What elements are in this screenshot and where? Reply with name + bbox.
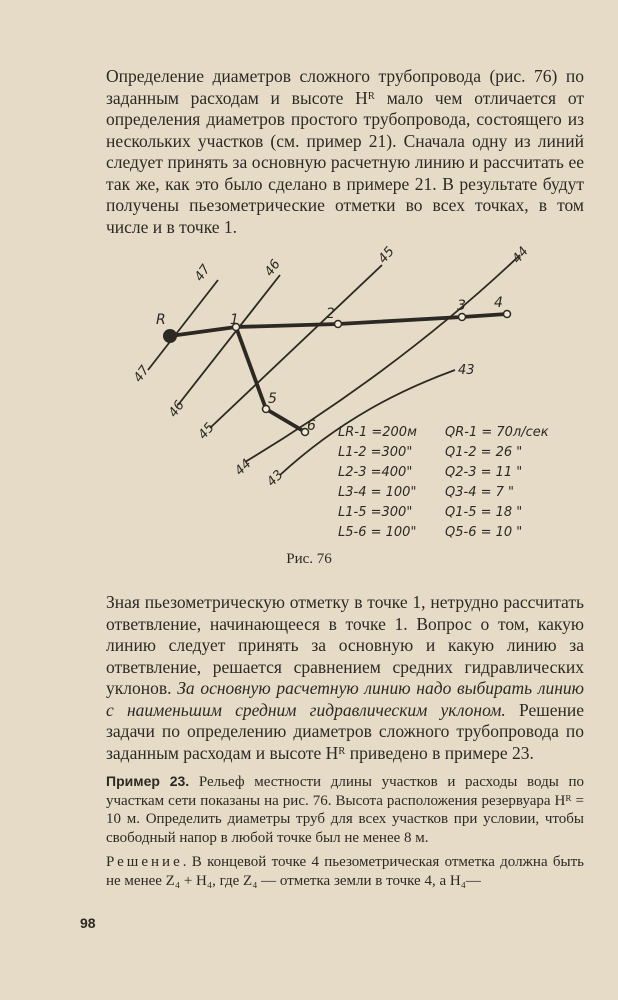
length-r-1: LR-1 =200м xyxy=(338,425,417,440)
length-1-2: L1-2 =300" xyxy=(338,445,413,460)
pipe-3-4 xyxy=(462,314,507,317)
point-label-6: 6 xyxy=(307,418,316,434)
length-1-5: L1-5 =300" xyxy=(338,505,413,520)
point-label-2: 2 xyxy=(326,306,335,322)
contour-label: 45 xyxy=(195,420,218,443)
point-label-5: 5 xyxy=(268,391,277,407)
body-text-end: Решение задачи по определению диаметров сложного трубопровода по заданным расходам и высоте Hᴿ приведено в примере 23. xyxy=(106,699,584,763)
pipe-5-6 xyxy=(266,409,305,432)
flow-r-1: QR-1 = 70л/сек xyxy=(445,425,549,440)
body-text-start: Зная пьезометрическую отметку в точке 1, нетрудно рассчитать ответвление, начинающееся в точке 1. Вопрос о том, какую линию следует принять за основную и какую линию за ответвление, решается сравнением средних гидравлических уклонов. xyxy=(106,592,584,698)
pipeline-diagram xyxy=(100,240,580,540)
flow-1-2: Q1-2 = 26 " xyxy=(445,445,523,460)
solution-text: . В концевой точке 4 пьезометрическая отметка должна быть не менее Z₄ + H₄, где Z₄ — отметка земли в точке 4, а H₄— xyxy=(106,854,584,889)
solution-heading: Решение xyxy=(106,854,183,870)
flow-5-6: Q5-6 = 10 " xyxy=(445,525,523,540)
example-solution xyxy=(106,853,584,890)
length-3-4: L3-4 = 100" xyxy=(338,485,417,500)
intro-text: Определение диаметров сложного трубопровода (рис. 76) по заданным расходам и высоте Hᴿ мало чем отличается от определения диаметров простого трубопровода, состоящего из нескольких участков (см. пример 21). Сначала одну из линий следует принять за основную расчетную линию и рассчитать ее так же, как это было сделано в примере 21. В результате будут получены пьезометрические отметки во всех точках, в том числе и в точке 1. xyxy=(106,66,584,237)
example-text: Рельеф местности длины участков и расходы воды по участкам сети показаны на рис. 76. Высота расположения резервуара Hᴿ = 10 м. Определить диаметры труб для всех участков при условии, чтобы свободный напор в любой точке был не менее 8 м. xyxy=(106,774,584,846)
page-number: 98 xyxy=(80,915,96,931)
contour-label: 46 xyxy=(261,257,284,280)
point-label-r: R xyxy=(156,312,166,328)
point-label-3: 3 xyxy=(457,298,466,314)
node-2 xyxy=(335,321,342,328)
intro-paragraph xyxy=(106,66,584,238)
pipe-1-2 xyxy=(236,324,338,327)
flow-1-5: Q1-5 = 18 " xyxy=(445,505,523,520)
point-label-4: 4 xyxy=(494,295,503,311)
contour-label: 47 xyxy=(191,262,214,285)
contour-label: 44 xyxy=(232,456,255,479)
node-3 xyxy=(459,314,466,321)
contour-label: 43 xyxy=(264,467,287,490)
reservoir-node-r xyxy=(163,329,177,343)
contour-label: 45 xyxy=(375,244,398,267)
contour-45 xyxy=(210,265,382,428)
example-heading: Пример 23. xyxy=(106,773,190,789)
point-label-1: 1 xyxy=(230,312,239,328)
body-paragraph xyxy=(106,592,584,764)
contour-46 xyxy=(178,275,280,405)
contour-label: 43 xyxy=(458,363,475,378)
flow-2-3: Q2-3 = 11 " xyxy=(445,465,523,480)
length-5-6: L5-6 = 100" xyxy=(338,525,417,540)
node-4 xyxy=(504,311,511,318)
pipe-1-5 xyxy=(236,327,266,409)
example-statement xyxy=(106,772,584,847)
figure-76 xyxy=(100,240,580,540)
contour-label: 46 xyxy=(165,398,188,421)
example-23 xyxy=(106,772,584,890)
length-2-3: L2-3 =400" xyxy=(338,465,413,480)
contour-label: 47 xyxy=(130,363,153,386)
contour-label: 44 xyxy=(509,244,532,267)
figure-caption: Рис. 76 xyxy=(286,551,332,567)
body-text xyxy=(106,592,584,764)
body-emphasis: За основную расчетную линию надо выбирать линию с наименьшим средним гидравлическим уклоном. xyxy=(106,678,584,720)
flow-3-4: Q3-4 = 7 " xyxy=(445,485,515,500)
